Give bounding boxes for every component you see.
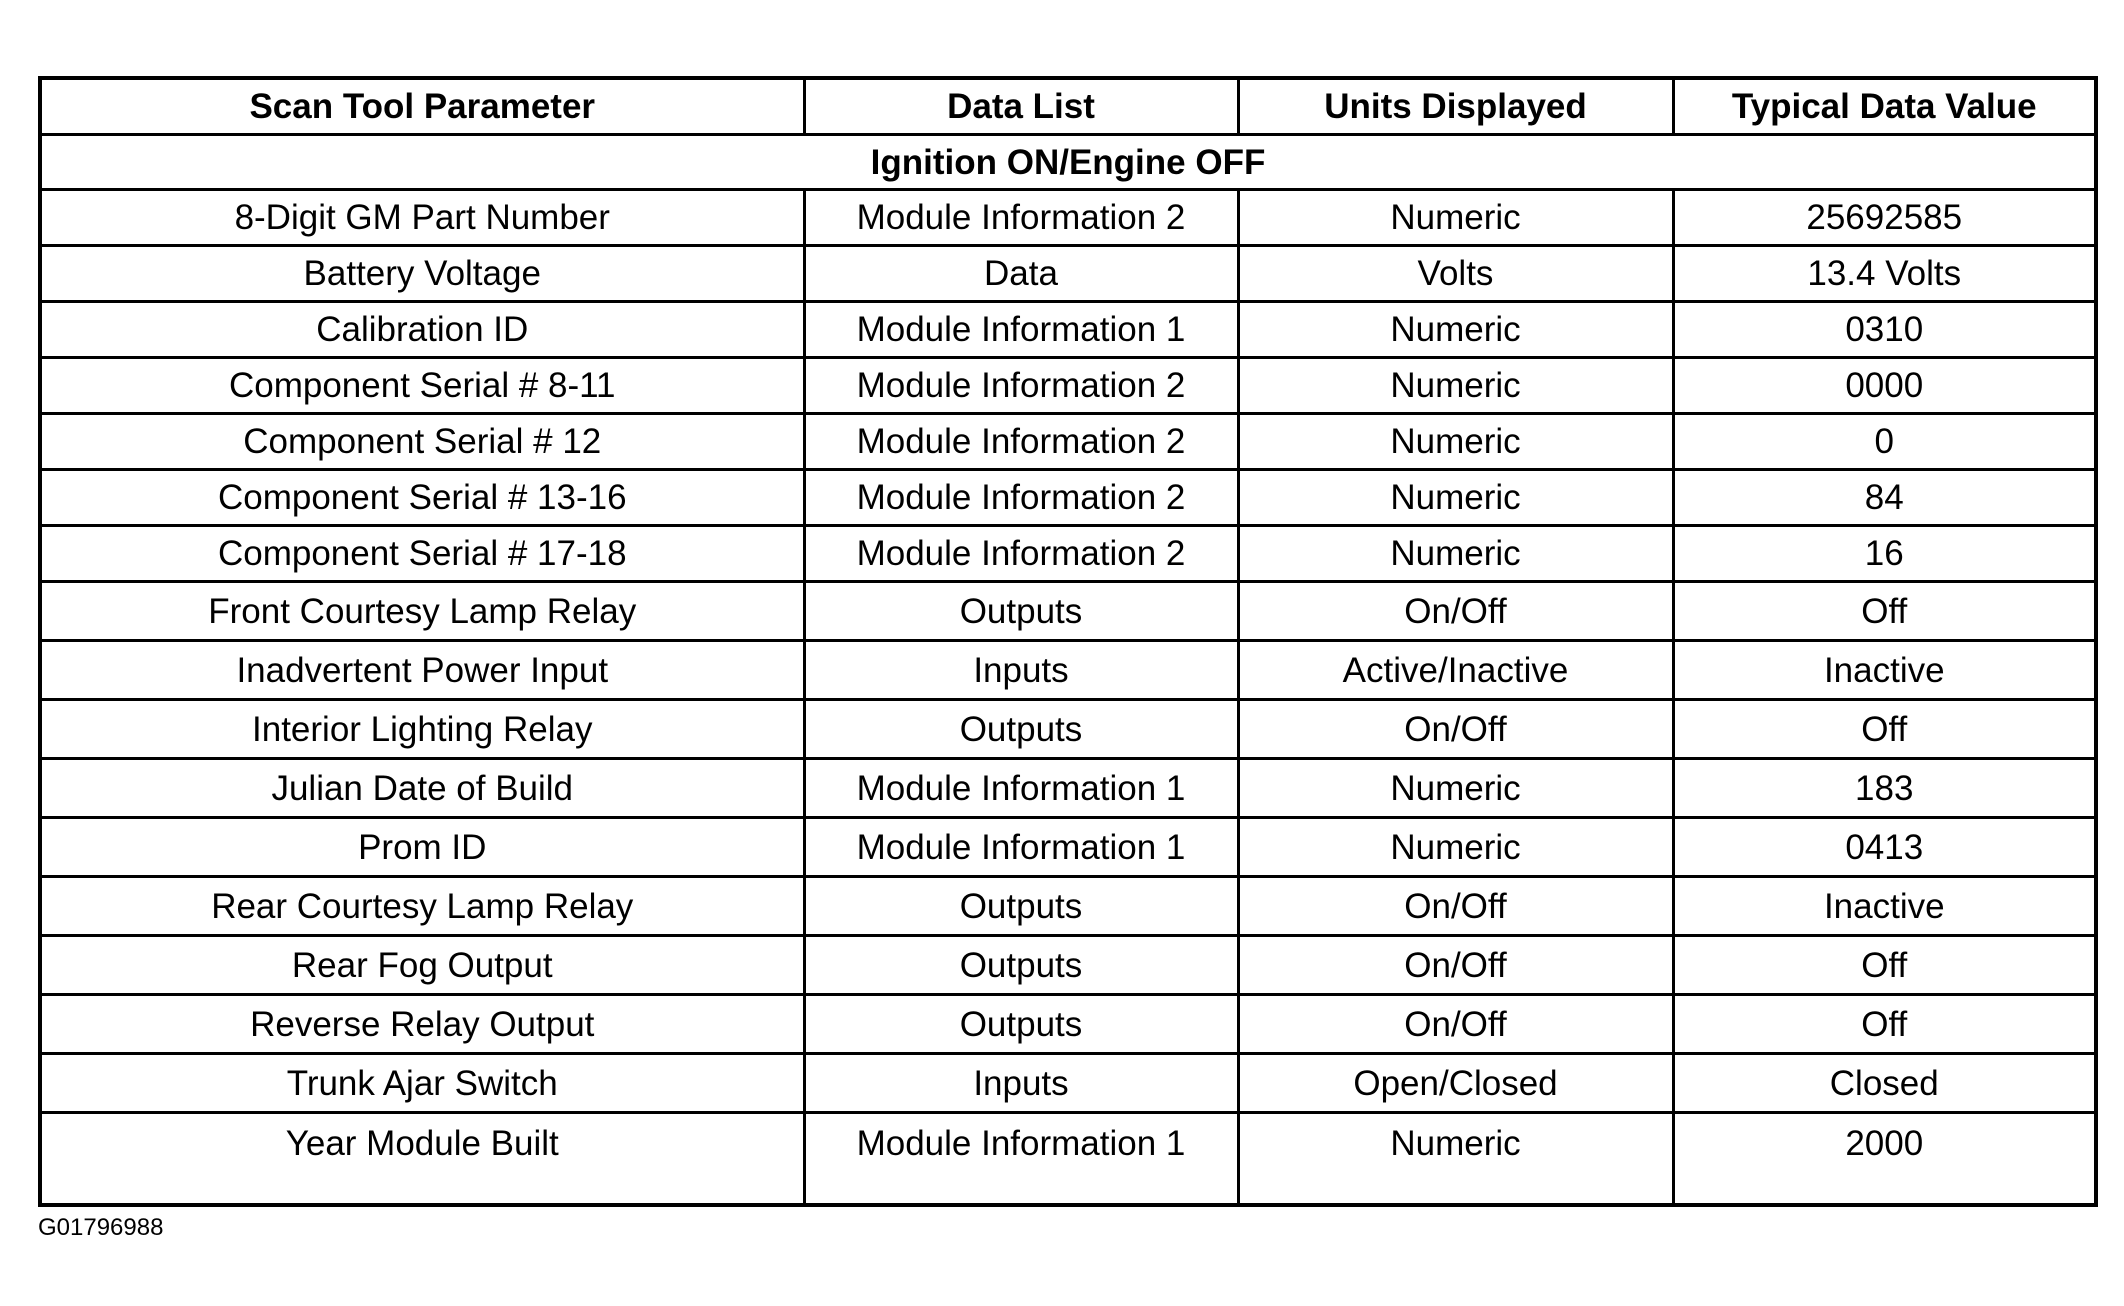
cell-typical-value: 0310 xyxy=(1673,302,2096,358)
cell-typical-value: 13.4 Volts xyxy=(1673,246,2096,302)
cell-units: Numeric xyxy=(1238,414,1673,470)
table-row xyxy=(40,470,2096,526)
cell-data-list: Module Information 2 xyxy=(804,526,1238,582)
cell-parameter: Reverse Relay Output xyxy=(40,995,804,1054)
cell-parameter: Rear Fog Output xyxy=(40,936,804,995)
cell-units: Numeric xyxy=(1238,302,1673,358)
table-row xyxy=(40,641,2096,700)
cell-typical-value: 25692585 xyxy=(1673,190,2096,246)
table-row xyxy=(40,1054,2096,1113)
cell-typical-value: Inactive xyxy=(1673,641,2096,700)
cell-parameter: Battery Voltage xyxy=(40,246,804,302)
cell-units: Numeric xyxy=(1238,470,1673,526)
scan-tool-data-table-container xyxy=(38,76,2094,1207)
cell-units: Numeric xyxy=(1238,1113,1673,1206)
table-row xyxy=(40,358,2096,414)
cell-typical-value: 0 xyxy=(1673,414,2096,470)
cell-typical-value: 84 xyxy=(1673,470,2096,526)
cell-typical-value: Inactive xyxy=(1673,877,2096,936)
table-row xyxy=(40,302,2096,358)
cell-data-list: Module Information 1 xyxy=(804,818,1238,877)
table-row xyxy=(40,818,2096,877)
cell-data-list: Outputs xyxy=(804,995,1238,1054)
cell-data-list: Module Information 1 xyxy=(804,302,1238,358)
cell-typical-value: 0413 xyxy=(1673,818,2096,877)
cell-typical-value: Off xyxy=(1673,582,2096,641)
cell-parameter: Rear Courtesy Lamp Relay xyxy=(40,877,804,936)
table-row xyxy=(40,414,2096,470)
cell-parameter: Trunk Ajar Switch xyxy=(40,1054,804,1113)
cell-typical-value: Off xyxy=(1673,700,2096,759)
cell-parameter: Calibration ID xyxy=(40,302,804,358)
cell-parameter: Front Courtesy Lamp Relay xyxy=(40,582,804,641)
cell-units: On/Off xyxy=(1238,700,1673,759)
header-scan-tool-parameter: Scan Tool Parameter xyxy=(40,78,804,135)
cell-units: Numeric xyxy=(1238,526,1673,582)
cell-parameter: Julian Date of Build xyxy=(40,759,804,818)
table-row xyxy=(40,1113,2096,1206)
table-row xyxy=(40,995,2096,1054)
cell-parameter: Prom ID xyxy=(40,818,804,877)
cell-data-list: Module Information 1 xyxy=(804,759,1238,818)
cell-data-list: Module Information 2 xyxy=(804,358,1238,414)
cell-parameter: Year Module Built xyxy=(40,1113,804,1206)
table-row xyxy=(40,877,2096,936)
cell-units: Open/Closed xyxy=(1238,1054,1673,1113)
cell-data-list: Module Information 1 xyxy=(804,1113,1238,1206)
table-header-row xyxy=(40,78,2096,135)
table-row xyxy=(40,936,2096,995)
cell-data-list: Outputs xyxy=(804,877,1238,936)
cell-units: On/Off xyxy=(1238,582,1673,641)
table-row xyxy=(40,759,2096,818)
table-row xyxy=(40,526,2096,582)
cell-typical-value: 16 xyxy=(1673,526,2096,582)
cell-units: On/Off xyxy=(1238,936,1673,995)
table-row xyxy=(40,246,2096,302)
figure-id: G01796988 xyxy=(38,1214,164,1241)
scan-tool-data-table xyxy=(38,76,2098,1207)
section-label: Ignition ON/Engine OFF xyxy=(40,135,2096,190)
cell-data-list: Inputs xyxy=(804,641,1238,700)
cell-data-list: Inputs xyxy=(804,1054,1238,1113)
header-typical-data-value: Typical Data Value xyxy=(1673,78,2096,135)
cell-units: Numeric xyxy=(1238,818,1673,877)
cell-data-list: Module Information 2 xyxy=(804,414,1238,470)
cell-typical-value: Off xyxy=(1673,995,2096,1054)
cell-units: Volts xyxy=(1238,246,1673,302)
cell-data-list: Outputs xyxy=(804,936,1238,995)
cell-data-list: Module Information 2 xyxy=(804,190,1238,246)
cell-typical-value: Closed xyxy=(1673,1054,2096,1113)
cell-units: Active/Inactive xyxy=(1238,641,1673,700)
cell-parameter: Component Serial # 12 xyxy=(40,414,804,470)
cell-units: Numeric xyxy=(1238,358,1673,414)
cell-data-list: Data xyxy=(804,246,1238,302)
cell-parameter: Component Serial # 17-18 xyxy=(40,526,804,582)
header-units-displayed: Units Displayed xyxy=(1238,78,1673,135)
cell-units: Numeric xyxy=(1238,190,1673,246)
cell-parameter: Interior Lighting Relay xyxy=(40,700,804,759)
cell-typical-value: 183 xyxy=(1673,759,2096,818)
cell-data-list: Outputs xyxy=(804,582,1238,641)
table-row xyxy=(40,582,2096,641)
cell-parameter: Component Serial # 13-16 xyxy=(40,470,804,526)
table-row xyxy=(40,700,2096,759)
cell-typical-value: 2000 xyxy=(1673,1113,2096,1206)
table-row xyxy=(40,190,2096,246)
cell-parameter: 8-Digit GM Part Number xyxy=(40,190,804,246)
cell-parameter: Inadvertent Power Input xyxy=(40,641,804,700)
header-data-list: Data List xyxy=(804,78,1238,135)
section-row xyxy=(40,135,2096,190)
cell-units: Numeric xyxy=(1238,759,1673,818)
cell-typical-value: Off xyxy=(1673,936,2096,995)
cell-units: On/Off xyxy=(1238,877,1673,936)
cell-data-list: Module Information 2 xyxy=(804,470,1238,526)
cell-parameter: Component Serial # 8-11 xyxy=(40,358,804,414)
cell-data-list: Outputs xyxy=(804,700,1238,759)
cell-typical-value: 0000 xyxy=(1673,358,2096,414)
cell-units: On/Off xyxy=(1238,995,1673,1054)
